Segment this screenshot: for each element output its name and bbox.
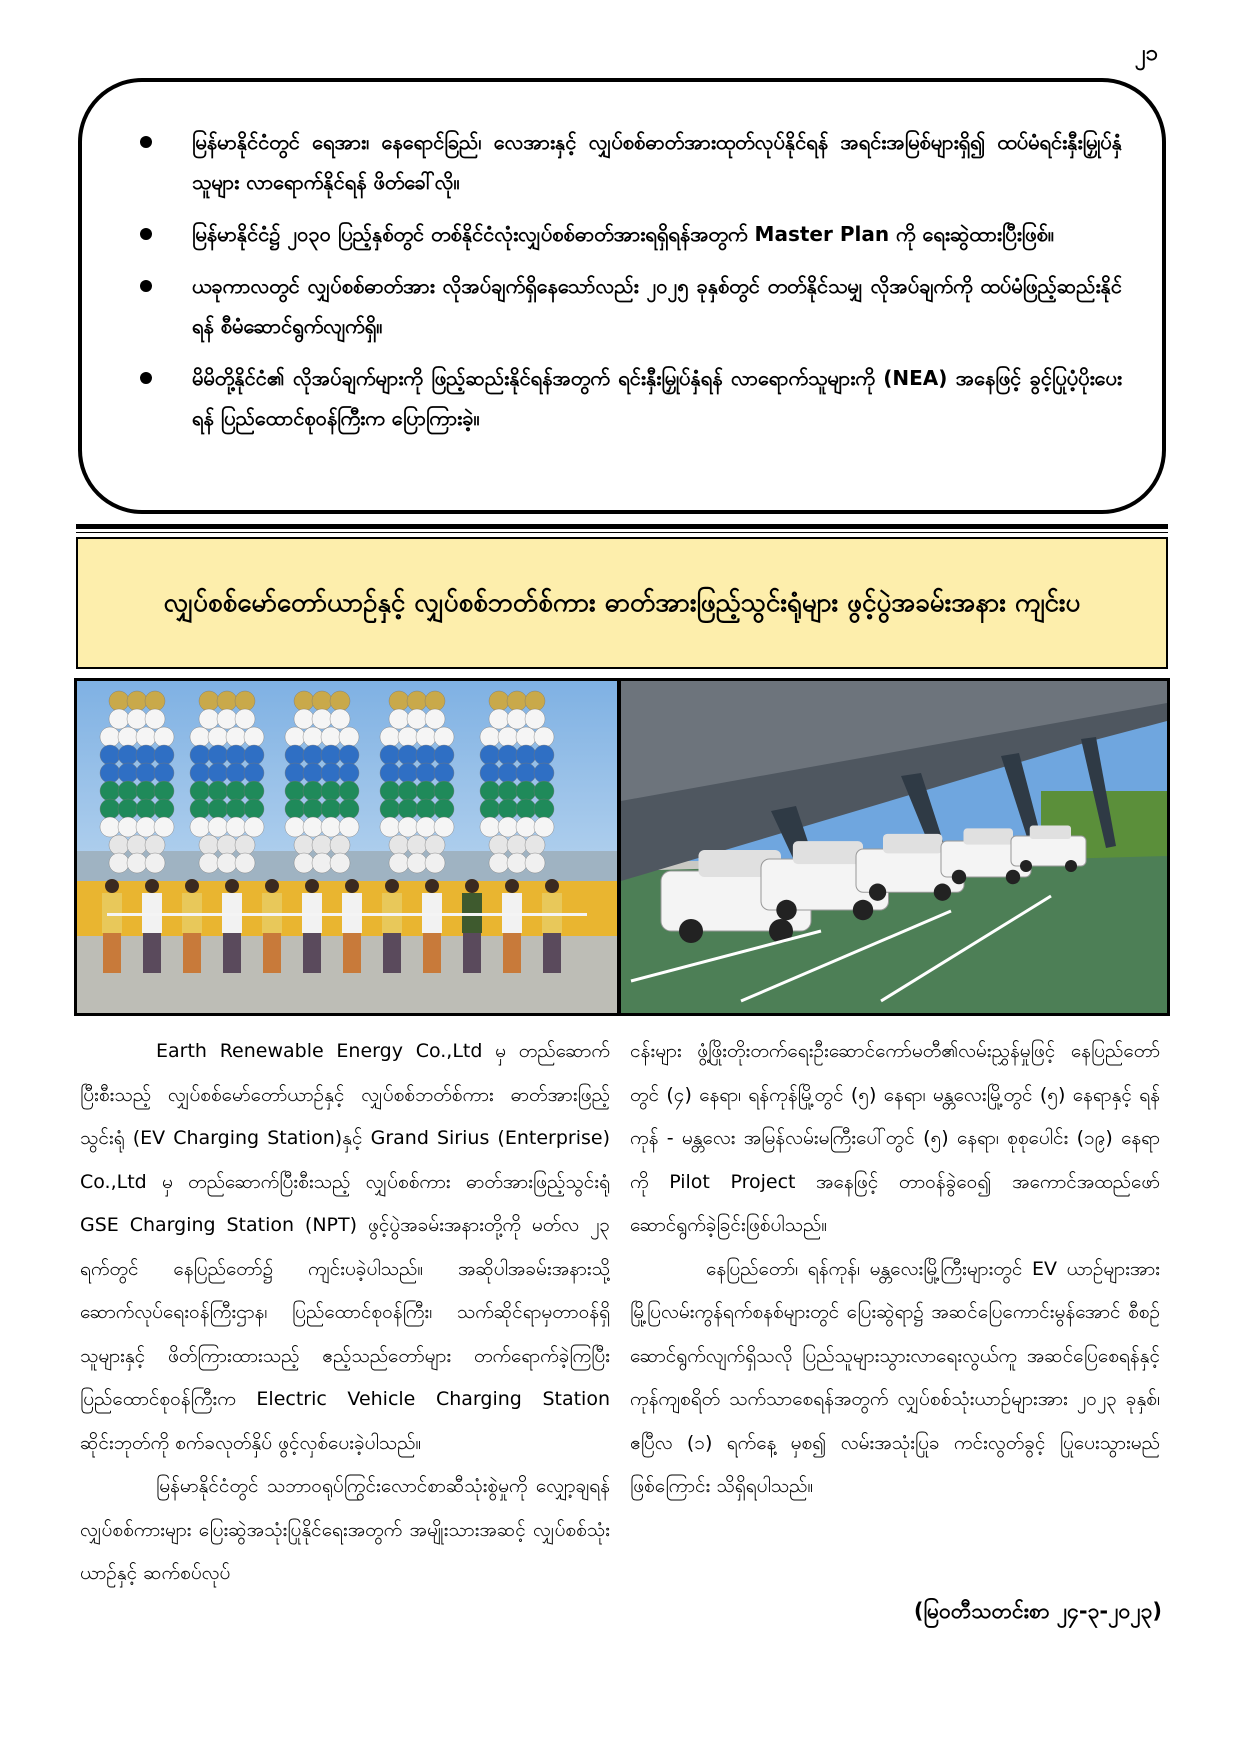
divider (76, 524, 1168, 529)
highlight-item (134, 266, 1122, 346)
paragraph: နေပြည်တော်၊ ရန်ကုန်၊ မန္တလေးမြို့ကြီးများတွင် EV ယာဉ်များအား မြို့ပြလမ်းကွန်ရက်စနစ်များတွင် ပြေးဆွဲရာ၌ အဆင်ပြေကောင်းမွန်အောင် စီစဉ်ဆောင်ရွက်လျက်ရှိသလို ပြည်သူများသွားလာရေးလွယ်ကူ အဆင်ပြေစေရန်နှင့် ကုန်ကျစရိတ် သက်သာစေရန်အတွက် လျှပ်စစ်သုံးယာဉ်များအား ၂၀၂၃ ခုနှစ်၊ ဧပြီလ (၁) ရက်နေ့ မှစ၍ လမ်းအသုံးပြုခ ကင်းလွတ်ခွင့် ပြုပေးသွားမည်ဖြစ်ကြောင်း သိရှိရပါသည်။ (630, 1257, 1160, 1497)
bullet-icon (140, 136, 152, 148)
paragraph: ငန်းများ ဖွံ့ဖြိုးတိုးတက်ရေးဦးဆောင်ကော်မတီ၏လမ်းညွှန်မှုဖြင့် နေပြည်တော်တွင် (၄) နေရာ၊ ရန်ကုန်မြို့တွင် (၅) နေရာ၊ မန္တလေးမြို့တွင် (၅) နေရာနှင့် ရန်ကုန် - မန္တလေး အမြန်လမ်းမကြီးပေါ်တွင် (၅) နေရာ၊ စုစုပေါင်း (၁၉) နေရာကို Pilot Project အနေဖြင့် တာဝန်ခွဲဝေ၍ အကောင်အထည်ဖော်ဆောင်ရွက်ခဲ့ခြင်းဖြစ်ပါသည်။ (630, 1040, 1160, 1236)
source-citation: (မြဝတီသတင်းစာ ၂၄-၃-၂၀၂၃) (913, 1599, 1162, 1623)
ev-charging-station-photo (618, 678, 1170, 1016)
article-title: လျှပ်စစ်မော်တော်ယာဉ်နှင့် လျှပ်စစ်ဘတ်စ်ကား ဓာတ်အားဖြည့်သွင်းရုံများ ဖွင့်ပွဲအခမ်းအနား ကျင်းပ (163, 588, 1081, 618)
divider-thin (76, 532, 1168, 533)
highlight-item (134, 214, 1122, 254)
highlight-text: မြန်မာနိုင်ငံ၌ ၂၀၃၀ ပြည့်နှစ်တွင် တစ်နိုင်ငံလုံးလျှပ်စစ်ဓာတ်အားရရှိရန်အတွက် Master Plan ကို ရေးဆွဲထားပြီးဖြစ်။ (192, 222, 1054, 246)
ev-charging-station-icon (621, 681, 1167, 1013)
paragraph: Earth Renewable Energy Co.,Ltd မှ တည်ဆောက်ပြီးစီးသည့် လျှပ်စစ်မော်တော်ယာဉ်နှင့် လျှပ်စစ်ဘတ်စ်ကား ဓာတ်အားဖြည့်သွင်းရုံ (EV Charging Station)နှင့် Grand Sirius (Enterprise) Co.,Ltd မှ တည်ဆောက်ပြီးစီးသည့် လျှပ်စစ်ကား ဓာတ်အားဖြည့်သွင်းရုံ GSE Charging Station (NPT) ဖွင့်ပွဲအခမ်းအနားတို့ကို မတ်လ ၂၃ ရက်တွင် နေပြည်တော်၌ ကျင်းပခဲ့ပါသည်။ အဆိုပါအခမ်းအနားသို့ ဆောက်လုပ်ရေးဝန်ကြီးဌာန၊ ပြည်ထောင်စုဝန်ကြီး၊ သက်ဆိုင်ရာမှတာဝန်ရှိသူများနှင့် ဖိတ်ကြားထားသည့် ဧည့်သည်တော်များ တက်ရောက်ခဲ့ကြပြီး ပြည်ထောင်စုဝန်ကြီးက Electric Vehicle Charging Station ဆိုင်းဘုတ်ကို စက်ခလုတ်နှိပ် ဖွင့်လှစ်ပေးခဲ့ပါသည်။ (80, 1040, 610, 1454)
highlights-box (78, 78, 1166, 514)
highlight-text: ယခုကာလတွင် လျှပ်စစ်ဓာတ်အား လိုအပ်ချက်ရှိနေသော်လည်း ၂၀၂၅ ခုနှစ်တွင် တတ်နိုင်သမျှ လိုအပ်ချက်ကို ထပ်မံဖြည့်ဆည်းနိုင်ရန် စီမံဆောင်ရွက်လျက်ရှိ။ (192, 274, 1122, 338)
highlights-list (134, 122, 1122, 438)
highlight-item (134, 122, 1122, 202)
bullet-icon (140, 228, 152, 240)
balloon-ceremony-photo (74, 678, 620, 1016)
highlight-item (134, 358, 1122, 438)
highlight-text: မိမိတို့နိုင်ငံ၏ လိုအပ်ချက်များကို ဖြည့်ဆည်းနိုင်ရန်အတွက် ရင်းနှီးမြှုပ်နှံရန် လာရောက်သူများကို (NEA) အနေဖြင့် ခွင့်ပြုပံ့ပိုးပေးရန် ပြည်ထောင်စုဝန်ကြီးက ပြောကြားခဲ့။ (192, 366, 1122, 430)
bullet-icon (140, 372, 152, 384)
page-number: ၂၁ (1134, 41, 1158, 66)
article-right-column (630, 1030, 1160, 1509)
article-left-column (80, 1030, 610, 1596)
paragraph: မြန်မာနိုင်ငံတွင် သဘာဝရုပ်ကြွင်းလောင်စာဆီသုံးစွဲမှုကို လျှော့ချရန် လျှပ်စစ်ကားများ ပြေးဆွဲအသုံးပြုနိုင်ရေးအတွက် အမျိုးသားအဆင့် လျှပ်စစ်သုံးယာဉ်နှင့် ဆက်စပ်လုပ် (80, 1475, 610, 1584)
article-title-box (76, 537, 1168, 669)
highlight-text: မြန်မာနိုင်ငံတွင် ရေအား၊ နေရောင်ခြည်၊ လေအားနှင့် လျှပ်စစ်ဓာတ်အားထုတ်လုပ်နိုင်ရန် အရင်းအမြစ်များရှိ၍ ထပ်မံရင်းနှီးမြှုပ်နှံသူများ လာရောက်နိုင်ရန် ဖိတ်ခေါ်လို။ (192, 130, 1122, 194)
balloon-ceremony-icon (77, 681, 617, 1013)
bullet-icon (140, 280, 152, 292)
